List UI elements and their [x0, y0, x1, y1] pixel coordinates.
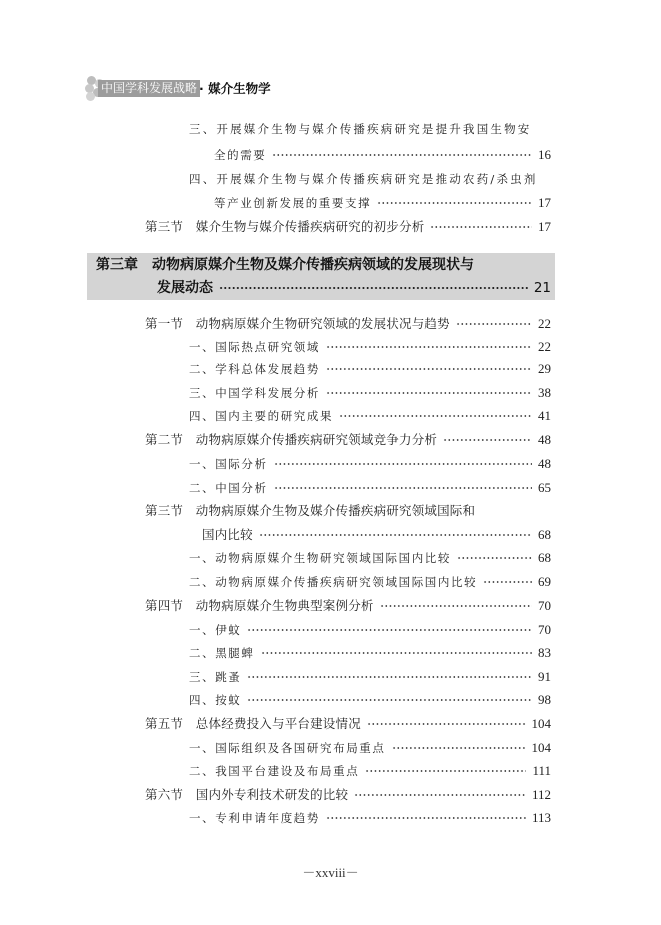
toc-entry-title: 二、我国平台建设及布局重点 [189, 764, 360, 778]
chapter-title-line1[interactable] [96, 255, 551, 275]
toc-leader-dots [259, 534, 532, 536]
toc-leader-dots [430, 226, 532, 228]
toc-leader-dots [354, 794, 526, 796]
toc-leader-dots [326, 346, 532, 348]
toc-section-cont[interactable] [202, 525, 551, 545]
toc-leader-dots [365, 770, 526, 772]
toc-entry[interactable] [189, 359, 551, 379]
chapter-title: 第三章 动物病原媒介生物及媒介传播疾病领域的发展现状与 [96, 257, 474, 273]
toc-entry-title: 一、国际分析 [189, 457, 268, 471]
toc-leader-dots [457, 557, 532, 559]
toc-entry[interactable] [189, 406, 551, 426]
toc-section-title: 第三节 动物病原媒介生物及媒介传播疾病研究领域国际和 [145, 503, 476, 518]
toc-leader-dots [274, 463, 532, 465]
toc-entry-page: 69 [538, 574, 551, 589]
toc-entry-title: 三、开展媒介生物与媒介传播疾病研究是提升我国生物安 [189, 122, 532, 136]
toc-leader-dots [483, 581, 532, 583]
toc-entry-page: 38 [538, 385, 551, 400]
toc-entry-page: 98 [538, 692, 551, 707]
toc-section-title: 第一节 动物病原媒介生物研究领域的发展状况与趋势 [145, 316, 450, 331]
toc-leader-dots [247, 629, 532, 631]
toc-entry[interactable] [189, 478, 551, 498]
toc-leader-dots [272, 154, 532, 156]
toc-section[interactable] [145, 785, 551, 805]
toc-leader-dots [261, 652, 533, 654]
toc-section-page: 68 [538, 527, 551, 542]
toc-entry-page: 41 [538, 408, 551, 423]
chapter-page: 21 [533, 280, 551, 296]
chapter-title-cont: 发展动态 [157, 280, 213, 296]
toc-section[interactable] [145, 217, 551, 237]
toc-entry-title: 一、专利申请年度趋势 [189, 811, 320, 825]
toc-entry-title: 三、跳蚤 [189, 670, 242, 684]
toc-leader-dots [247, 676, 532, 678]
toc-entry-page: 70 [538, 622, 551, 637]
toc-entry[interactable] [189, 119, 551, 139]
toc-entry-title: 四、按蚊 [189, 693, 242, 707]
toc-entry-page: 83 [538, 645, 551, 660]
toc-section-page: 17 [538, 219, 551, 234]
toc-entry[interactable] [189, 454, 551, 474]
toc-leader-dots [247, 699, 532, 701]
toc-leader-dots [443, 439, 532, 441]
toc-entry-page: 91 [538, 669, 551, 684]
toc-section-title: 第三节 媒介生物与媒介传播疾病研究的初步分析 [145, 219, 425, 234]
toc-entry-title: 一、动物病原媒介生物研究领域国际国内比较 [189, 551, 451, 565]
toc-entry-page: 65 [538, 480, 551, 495]
toc-entry[interactable] [189, 738, 551, 758]
book-subtitle-text: 媒介生物学 [208, 81, 271, 96]
toc-entry-title: 一、国际热点研究领域 [189, 340, 320, 354]
toc-section[interactable] [145, 596, 551, 616]
toc-entry[interactable] [189, 761, 551, 781]
toc-section-page: 104 [531, 716, 551, 731]
toc-entry-title: 等产业创新发展的重要支撑 [214, 196, 372, 210]
toc-entry[interactable] [189, 337, 551, 357]
toc-leader-dots [274, 487, 532, 489]
toc-entry-title: 一、国际组织及各国研究布局重点 [189, 741, 386, 755]
toc-entry[interactable] [189, 643, 551, 663]
toc-leader-dots [456, 323, 532, 325]
toc-entry[interactable] [189, 548, 551, 568]
toc-entry-title: 二、学科总体发展趋势 [189, 362, 320, 376]
toc-entry[interactable] [214, 145, 551, 165]
toc-entry-title: 二、中国分析 [189, 481, 268, 495]
toc-leader-dots [219, 287, 528, 289]
toc-entry-page: 29 [538, 361, 551, 376]
toc-section[interactable] [145, 501, 551, 521]
toc-entry-page: 113 [531, 810, 551, 825]
series-title: 中国学科发展战略 [98, 80, 200, 97]
toc-section-page: 112 [531, 787, 551, 802]
toc-entry-page: 48 [538, 456, 551, 471]
toc-entry[interactable] [189, 690, 551, 710]
toc-entry-page: 104 [531, 740, 551, 755]
toc-entry[interactable] [189, 667, 551, 687]
toc-entry-page: 68 [538, 550, 551, 565]
toc-entry-page: 22 [538, 339, 551, 354]
toc-section-page: 48 [538, 432, 551, 447]
toc-entry[interactable] [189, 383, 551, 403]
running-header [85, 76, 485, 100]
toc-entry-page: 111 [532, 763, 551, 778]
toc-entry[interactable] [189, 808, 551, 828]
toc-entry-title: 二、动物病原媒介传播疾病研究领域国际国内比较 [189, 575, 478, 589]
toc-section-title: 第五节 总体经费投入与平台建设情况 [145, 716, 361, 731]
toc-entry-title: 二、黑腿蜱 [189, 646, 255, 660]
toc-section[interactable] [145, 314, 551, 334]
toc-entry-title: 四、国内主要的研究成果 [189, 409, 334, 423]
toc-section[interactable] [145, 714, 551, 734]
toc-entry[interactable] [189, 620, 551, 640]
toc-entry[interactable] [214, 193, 551, 213]
toc-section-page: 70 [538, 598, 551, 613]
toc-leader-dots [377, 202, 532, 204]
toc-section-title: 第二节 动物病原媒介传播疾病研究领域竞争力分析 [145, 432, 438, 447]
toc-leader-dots [380, 605, 532, 607]
toc-leader-dots [326, 817, 526, 819]
toc-entry[interactable] [189, 169, 551, 189]
chapter-title-line2[interactable] [157, 278, 551, 298]
page-number: －xxviii－ [302, 865, 359, 880]
toc-leader-dots [339, 415, 532, 417]
toc-entry-page: 16 [538, 147, 551, 162]
toc-leader-dots [367, 723, 526, 725]
toc-section-title: 第四节 动物病原媒介生物典型案例分析 [145, 598, 374, 613]
toc-section[interactable] [145, 430, 551, 450]
toc-entry-title: 四、开展媒介生物与媒介传播疾病研究是推动农药/杀虫剂 [189, 172, 538, 186]
toc-section-title: 第六节 国内外专利技术研发的比较 [145, 787, 349, 802]
toc-entry-title: 一、伊蚊 [189, 623, 242, 637]
toc-section-title-cont: 国内比较 [202, 527, 253, 542]
book-subtitle [199, 80, 271, 97]
toc-section-page: 22 [538, 316, 551, 331]
toc-entry-title: 全的需要 [214, 148, 267, 162]
toc-entry-title: 三、中国学科发展分析 [189, 386, 320, 400]
toc-leader-dots [392, 747, 526, 749]
header-separator: · [199, 81, 204, 96]
toc-entry[interactable] [189, 572, 551, 592]
toc-leader-dots [326, 368, 532, 370]
toc-entry-page: 17 [538, 195, 551, 210]
toc-leader-dots [326, 392, 532, 394]
